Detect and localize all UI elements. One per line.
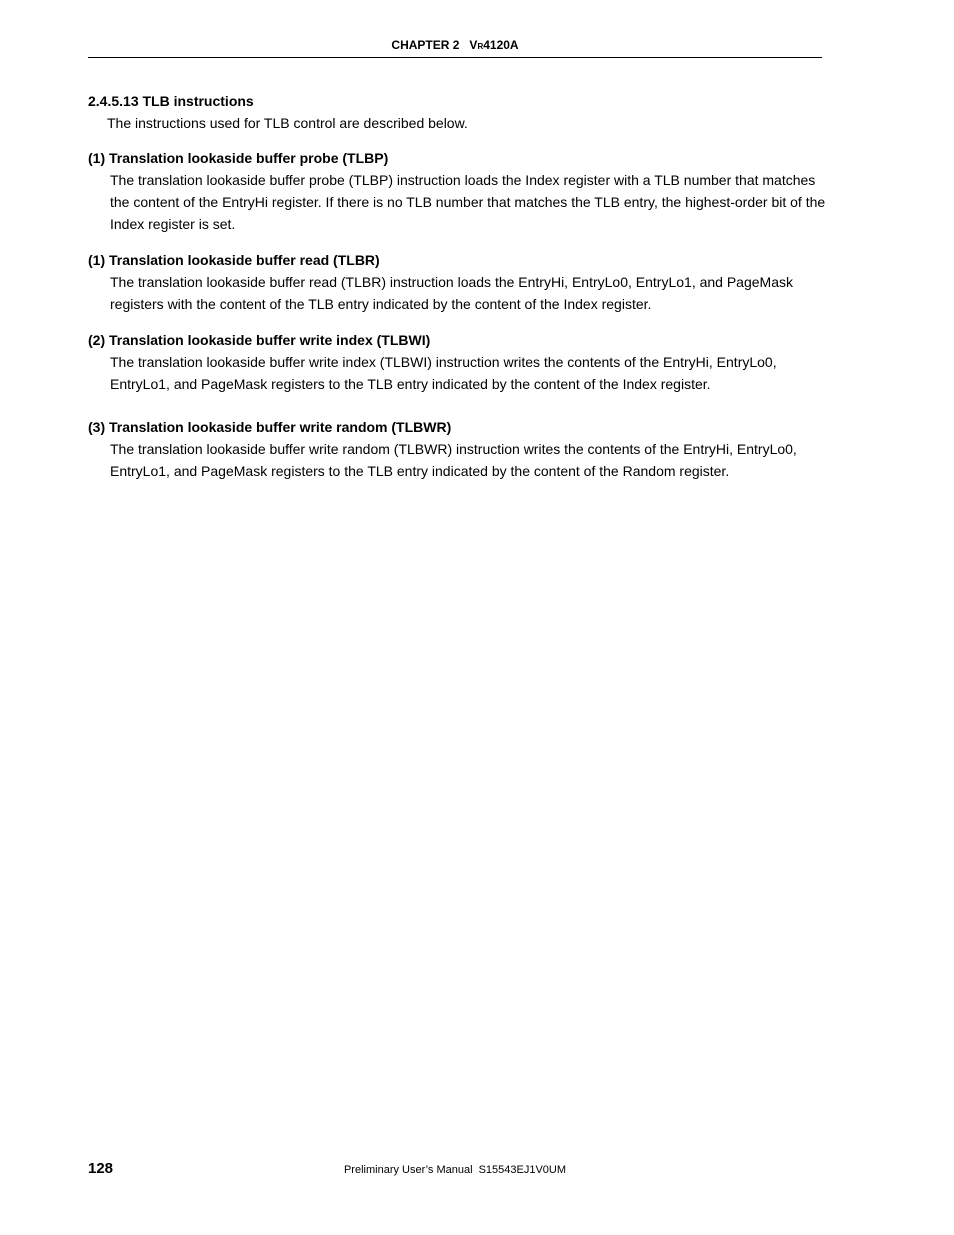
item-title: (1) Translation lookaside buffer probe (TLBP) — [88, 150, 389, 166]
item-title: (2) Translation lookaside buffer write index (TLBWI) — [88, 332, 431, 348]
item-body: The translation lookaside buffer read (TLBR) instruction loads the EntryHi, EntryLo0, EntryLo1, and PageMask registers with the content of the TLB entry indicated by the content of the Index register. — [110, 274, 793, 312]
instruction-item-tlbwr — [88, 418, 828, 482]
item-body: The translation lookaside buffer probe (TLBP) instruction loads the Index register with a TLB number that matches the content of the EntryHi register. If there is no TLB number that matches the TLB entry, the highest-order bit of the Index register is set. — [110, 172, 826, 232]
item-title: (1) Translation lookaside buffer read (TLBR) — [88, 252, 380, 268]
item-title: (3) Translation lookaside buffer write random (TLBWR) — [88, 419, 452, 435]
item-body: The translation lookaside buffer write random (TLBWR) instruction writes the contents of the EntryHi, EntryLo0, EntryLo1, and PageMask registers to the TLB entry indicated by the content of the Random register. — [110, 441, 797, 479]
item-body: The translation lookaside buffer write index (TLBWI) instruction writes the contents of the EntryHi, EntryLo0, EntryLo1, and PageMask registers to the TLB entry indicated by the content of the Index register. — [110, 354, 777, 392]
page-content — [88, 92, 828, 482]
chapter-label: CHAPTER 2 — [391, 38, 460, 52]
instruction-item-tlbwi — [88, 331, 828, 395]
product-name: VR4120A — [469, 38, 519, 52]
section-title: 2.4.5.13 TLB instructions — [88, 93, 254, 109]
instruction-item-tlbp — [88, 149, 828, 235]
document-number: S15543EJ1V0UM — [478, 1164, 567, 1176]
instruction-item-tlbr — [88, 251, 828, 315]
header-divider — [88, 57, 822, 58]
page-header — [0, 38, 910, 52]
manual-title: Preliminary User’s Manual — [343, 1164, 473, 1176]
section-intro: The instructions used for TLB control are described below. — [107, 115, 468, 131]
page-footer — [0, 1164, 910, 1176]
page-number: 128 — [88, 1160, 114, 1177]
